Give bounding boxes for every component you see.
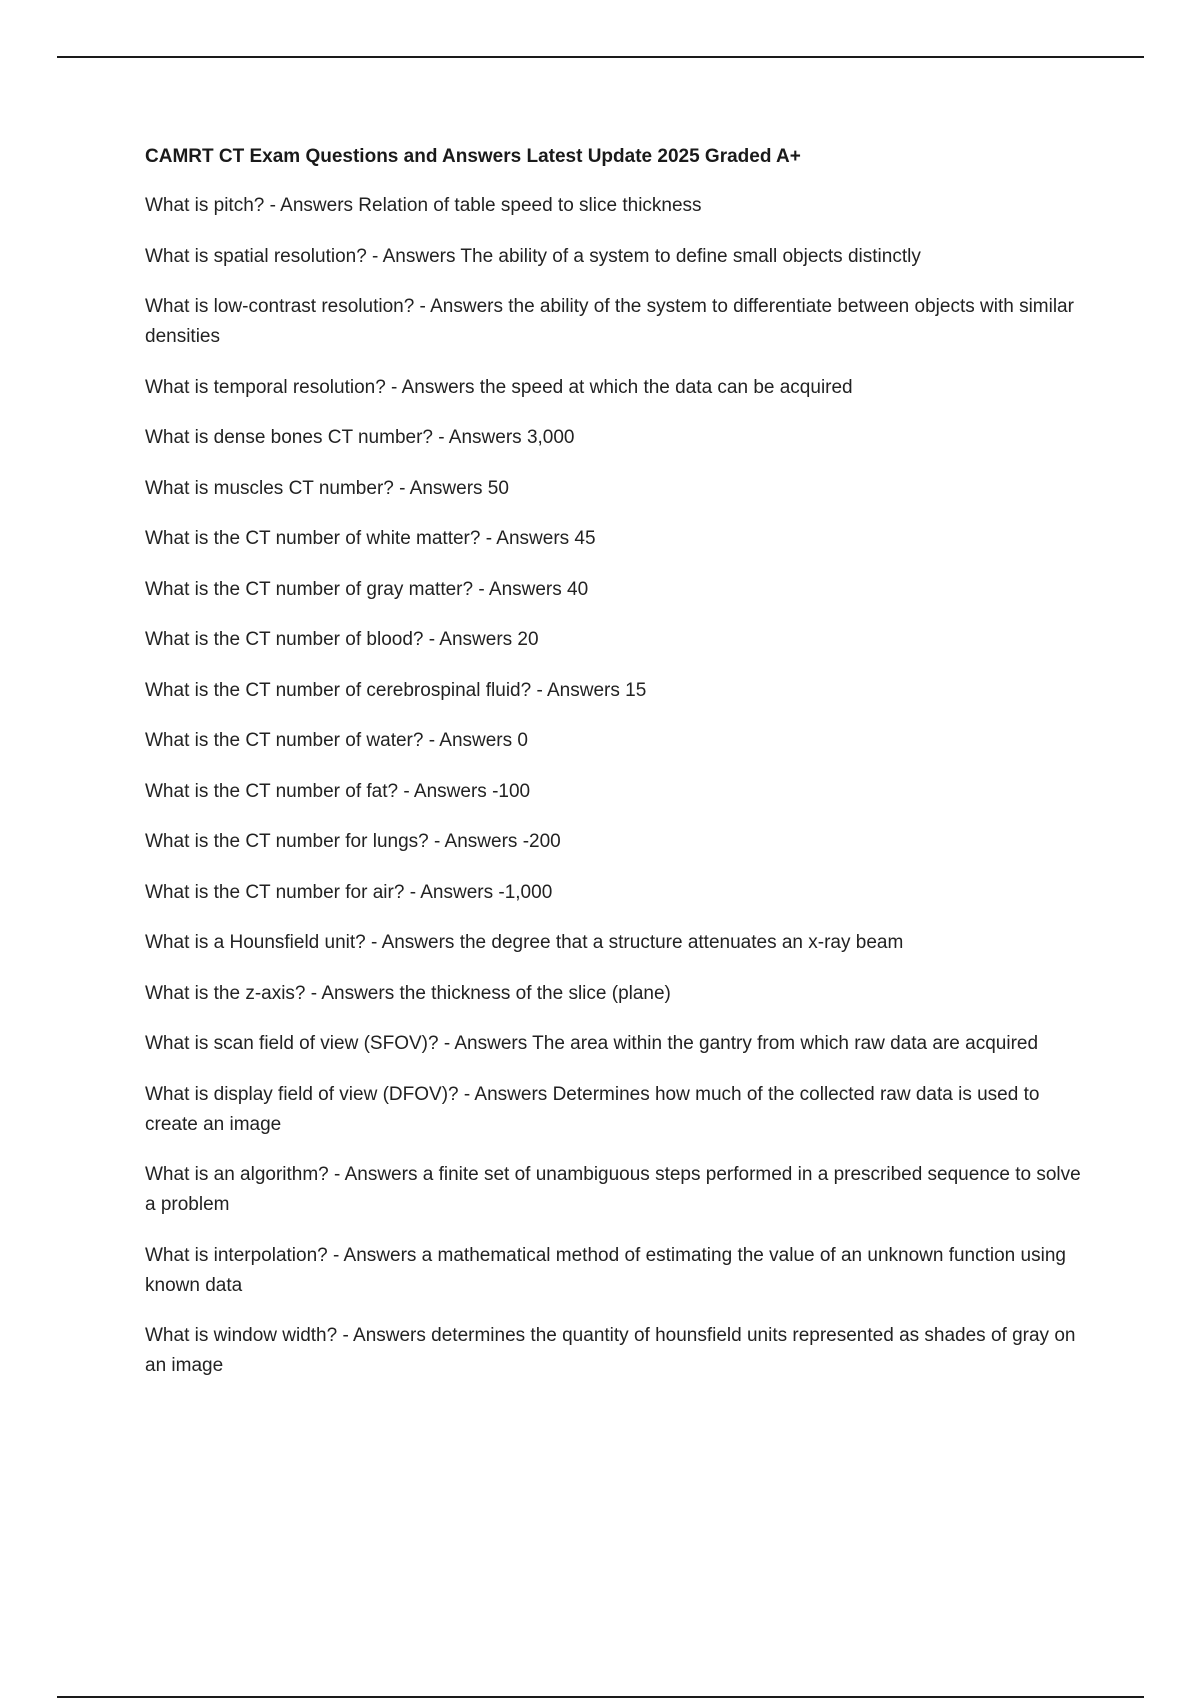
qa-item: What is pitch? - Answers Relation of table speed to slice thickness	[145, 195, 702, 216]
document-body	[145, 142, 1085, 1402]
qa-item: What is the CT number of blood? - Answers 20	[145, 629, 539, 650]
qa-item: What is low-contrast resolution? - Answers the ability of the system to differentiate between objects with similar densities	[145, 296, 1074, 347]
qa-list	[145, 191, 1085, 1381]
qa-item: What is the CT number of water? - Answers 0	[145, 730, 528, 751]
qa-item: What is the CT number for air? - Answers -1,000	[145, 881, 553, 903]
qa-item: What is the CT number of white matter? - Answers 45	[145, 528, 596, 549]
qa-item: What is the CT number of gray matter? - Answers 40	[145, 578, 589, 600]
qa-item: What is spatial resolution? - Answers The ability of a system to define small objects distinctly	[145, 245, 921, 267]
qa-item: What is window width? - Answers determines the quantity of hounsfield units represented as shades of gray on an image	[145, 1325, 1076, 1376]
qa-item: What is an algorithm? - Answers a finite set of unambiguous steps performed in a prescribed sequence to solve a problem	[145, 1164, 1081, 1215]
qa-item: What is the CT number of cerebrospinal fluid? - Answers 15	[145, 679, 647, 701]
qa-item: What is scan field of view (SFOV)? - Answers The area within the gantry from which raw data are acquired	[145, 1033, 1039, 1054]
top-rule	[57, 56, 1144, 58]
qa-item: What is dense bones CT number? - Answers 3,000	[145, 427, 575, 448]
qa-item: What is the CT number of fat? - Answers -100	[145, 780, 531, 802]
qa-item: What is temporal resolution? - Answers the speed at which the data can be acquired	[145, 376, 853, 398]
qa-item: What is interpolation? - Answers a mathematical method of estimating the value of an unknown function using known data	[145, 1244, 1066, 1296]
qa-item: What is the CT number for lungs? - Answers -200	[145, 831, 561, 852]
document-title: CAMRT CT Exam Questions and Answers Latest Update 2025 Graded A+	[145, 146, 801, 167]
qa-item: What is the z-axis? - Answers the thickness of the slice (plane)	[145, 982, 671, 1004]
qa-item: What is display field of view (DFOV)? - Answers Determines how much of the collected raw data is used to create an image	[145, 1083, 1040, 1135]
qa-item: What is a Hounsfield unit? - Answers the degree that a structure attenuates an x-ray beam	[145, 932, 904, 953]
qa-item: What is muscles CT number? - Answers 50	[145, 477, 509, 499]
bottom-rule	[57, 1696, 1144, 1698]
